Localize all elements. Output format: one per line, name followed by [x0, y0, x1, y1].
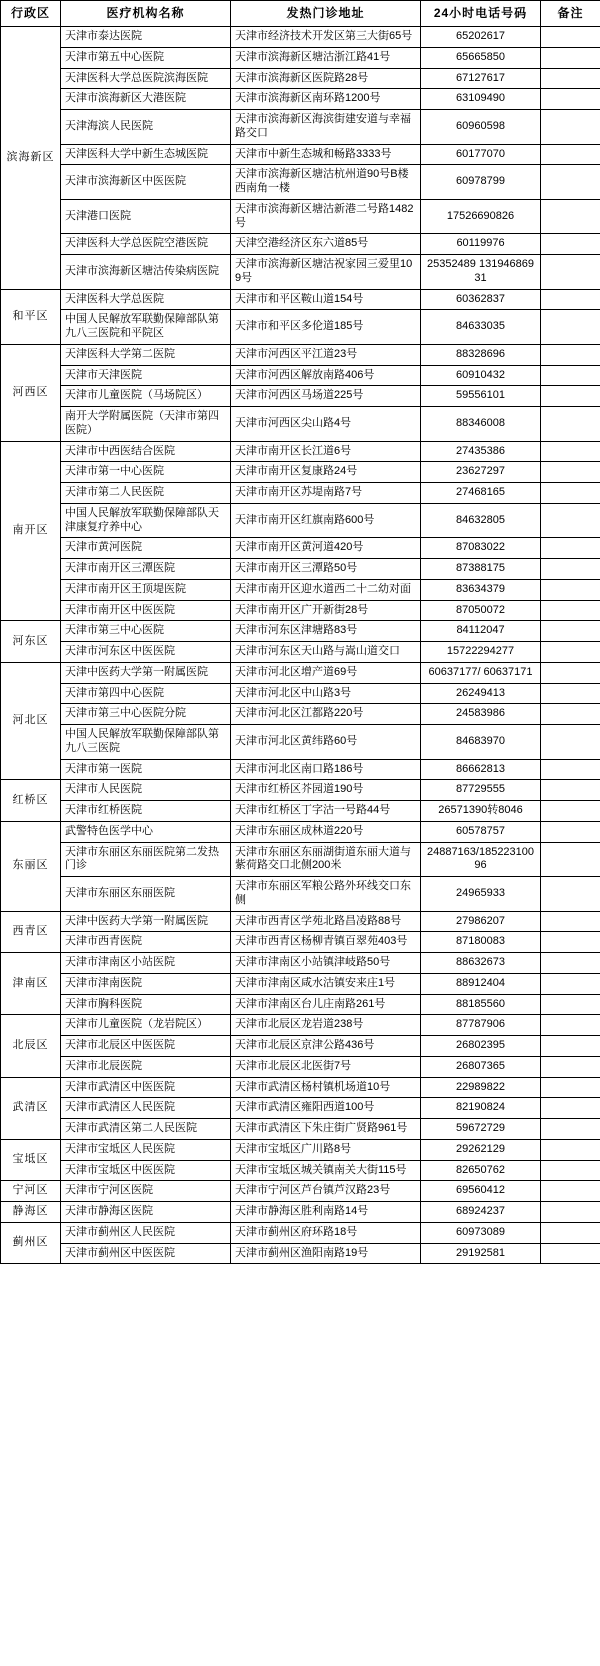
remark-cell [541, 1181, 600, 1202]
address-cell: 天津市北辰区龙岩道238号 [231, 1015, 421, 1036]
institution-name-cell: 天津市天津医院 [61, 365, 231, 386]
address-cell: 天津市南开区红旗南路600号 [231, 503, 421, 538]
table-row [1, 559, 600, 580]
district-cell: 西青区 [1, 911, 61, 953]
institution-name-cell: 天津市蓟州区人民医院 [61, 1222, 231, 1243]
phone-cell: 15722294277 [421, 642, 541, 663]
institution-name-cell: 天津市蓟州区中医医院 [61, 1243, 231, 1264]
institution-name-cell: 天津医科大学总医院 [61, 289, 231, 310]
address-cell: 天津市津南区小站镇津岐路50号 [231, 953, 421, 974]
column-header-institution: 医疗机构名称 [61, 1, 231, 27]
phone-cell: 87729555 [421, 780, 541, 801]
remark-cell [541, 1036, 600, 1057]
address-cell: 天津市滨海新区塘沽祝家园三爱里109号 [231, 255, 421, 290]
institution-name-cell: 天津市儿童医院（龙岩院区） [61, 1015, 231, 1036]
institution-name-cell: 天津市津南医院 [61, 973, 231, 994]
institution-name-cell: 天津市北辰区中医医院 [61, 1036, 231, 1057]
phone-cell: 82650762 [421, 1160, 541, 1181]
address-cell: 天津市南开区黄河道420号 [231, 538, 421, 559]
table-row [1, 1036, 600, 1057]
institution-name-cell: 天津医科大学总医院空港医院 [61, 234, 231, 255]
table-row [1, 365, 600, 386]
table-header-row [1, 1, 600, 27]
table-row [1, 1202, 600, 1223]
phone-cell: 87050072 [421, 600, 541, 621]
remark-cell [541, 994, 600, 1015]
phone-cell: 84632805 [421, 503, 541, 538]
district-cell: 河西区 [1, 344, 61, 441]
phone-cell: 24887163/18522310096 [421, 842, 541, 877]
phone-cell: 29262129 [421, 1139, 541, 1160]
table-row [1, 600, 600, 621]
remark-cell [541, 579, 600, 600]
table-row [1, 683, 600, 704]
institution-name-cell: 天津医科大学第二医院 [61, 344, 231, 365]
table-header [1, 1, 600, 27]
address-cell: 天津市河北区南口路186号 [231, 759, 421, 780]
address-cell: 天津市河西区平江道23号 [231, 344, 421, 365]
table-row [1, 310, 600, 345]
institution-name-cell: 天津市儿童医院（马场院区） [61, 386, 231, 407]
institution-name-cell: 天津医科大学总医院滨海医院 [61, 68, 231, 89]
address-cell: 天津市滨海新区海滨街建安道与幸福路交口 [231, 110, 421, 145]
phone-cell: 88912404 [421, 973, 541, 994]
phone-cell: 59672729 [421, 1119, 541, 1140]
column-header-district: 行政区 [1, 1, 61, 27]
remark-cell [541, 1202, 600, 1223]
phone-cell: 26807365 [421, 1056, 541, 1077]
column-header-remark: 备注 [541, 1, 600, 27]
institution-name-cell: 天津市第五中心医院 [61, 47, 231, 68]
remark-cell [541, 683, 600, 704]
table-row [1, 462, 600, 483]
remark-cell [541, 973, 600, 994]
remark-cell [541, 1243, 600, 1264]
table-row [1, 821, 600, 842]
phone-cell: 60960598 [421, 110, 541, 145]
address-cell: 天津市宝坻区广川路8号 [231, 1139, 421, 1160]
remark-cell [541, 1077, 600, 1098]
address-cell: 天津市武清区雍阳西道100号 [231, 1098, 421, 1119]
address-cell: 天津市河西区解放南路406号 [231, 365, 421, 386]
remark-cell [541, 365, 600, 386]
address-cell: 天津市津南区台儿庄南路261号 [231, 994, 421, 1015]
remark-cell [541, 877, 600, 912]
institution-name-cell: 天津市南开区中医医院 [61, 600, 231, 621]
phone-cell: 22989822 [421, 1077, 541, 1098]
phone-cell: 27468165 [421, 483, 541, 504]
remark-cell [541, 780, 600, 801]
institution-name-cell: 天津港口医院 [61, 199, 231, 234]
institution-name-cell: 天津医科大学中新生态城医院 [61, 144, 231, 165]
district-cell: 滨海新区 [1, 27, 61, 290]
address-cell: 天津市河西区马场道225号 [231, 386, 421, 407]
table-row [1, 255, 600, 290]
address-cell: 天津市武清区下朱庄街广贤路961号 [231, 1119, 421, 1140]
remark-cell [541, 662, 600, 683]
institution-name-cell: 天津市静海区医院 [61, 1202, 231, 1223]
table-row [1, 1160, 600, 1181]
table-row [1, 877, 600, 912]
address-cell: 天津市静海区胜利南路14号 [231, 1202, 421, 1223]
phone-cell: 69560412 [421, 1181, 541, 1202]
remark-cell [541, 1139, 600, 1160]
institution-name-cell: 天津市武清区人民医院 [61, 1098, 231, 1119]
remark-cell [541, 932, 600, 953]
phone-cell: 26249413 [421, 683, 541, 704]
phone-cell: 88185560 [421, 994, 541, 1015]
phone-cell: 87787906 [421, 1015, 541, 1036]
address-cell: 天津市和平区鞍山道154号 [231, 289, 421, 310]
table-row [1, 503, 600, 538]
table-row [1, 165, 600, 200]
institution-name-cell: 天津市宁河区医院 [61, 1181, 231, 1202]
phone-cell: 60578757 [421, 821, 541, 842]
remark-cell [541, 462, 600, 483]
institution-name-cell: 天津市南开区王顶堤医院 [61, 579, 231, 600]
table-row [1, 621, 600, 642]
table-row [1, 1181, 600, 1202]
institution-name-cell: 天津市第四中心医院 [61, 683, 231, 704]
institution-name-cell: 天津市西青医院 [61, 932, 231, 953]
phone-cell: 65202617 [421, 27, 541, 48]
address-cell: 天津市经济技术开发区第三大街65号 [231, 27, 421, 48]
address-cell: 天津市南开区长江道6号 [231, 441, 421, 462]
remark-cell [541, 386, 600, 407]
address-cell: 天津市东丽区成林道220号 [231, 821, 421, 842]
phone-cell: 60978799 [421, 165, 541, 200]
table-row [1, 1139, 600, 1160]
phone-cell: 67127617 [421, 68, 541, 89]
address-cell: 天津市北辰区北医街7号 [231, 1056, 421, 1077]
address-cell: 天津市蓟州区渔阳南路19号 [231, 1243, 421, 1264]
district-cell: 蓟州区 [1, 1222, 61, 1264]
institution-name-cell: 天津市泰达医院 [61, 27, 231, 48]
table-row [1, 538, 600, 559]
remark-cell [541, 911, 600, 932]
table-row [1, 110, 600, 145]
address-cell: 天津市河北区江都路220号 [231, 704, 421, 725]
table-row [1, 1098, 600, 1119]
phone-cell: 60177070 [421, 144, 541, 165]
phone-cell: 60362837 [421, 289, 541, 310]
address-cell: 天津市宁河区芦台镇芦汉路23号 [231, 1181, 421, 1202]
institution-name-cell: 中国人民解放军联勤保障部队第九八三医院 [61, 725, 231, 760]
remark-cell [541, 344, 600, 365]
institution-name-cell: 天津市南开区三潭医院 [61, 559, 231, 580]
remark-cell [541, 255, 600, 290]
phone-cell: 84112047 [421, 621, 541, 642]
address-cell: 天津市津南区咸水沽镇安来庄1号 [231, 973, 421, 994]
district-cell: 南开区 [1, 441, 61, 621]
remark-cell [541, 483, 600, 504]
table-row [1, 932, 600, 953]
institution-name-cell: 天津市第一中心医院 [61, 462, 231, 483]
remark-cell [541, 47, 600, 68]
table-row [1, 953, 600, 974]
phone-cell: 68924237 [421, 1202, 541, 1223]
table-row [1, 1119, 600, 1140]
institution-name-cell: 中国人民解放军联勤保障部队第九八三医院和平院区 [61, 310, 231, 345]
district-cell: 红桥区 [1, 780, 61, 822]
address-cell: 天津市北辰区京津公路436号 [231, 1036, 421, 1057]
address-cell: 天津市河北区黄纬路60号 [231, 725, 421, 760]
table-row [1, 662, 600, 683]
institution-name-cell: 天津市宝坻区中医医院 [61, 1160, 231, 1181]
remark-cell [541, 1015, 600, 1036]
phone-cell: 84633035 [421, 310, 541, 345]
table-row [1, 289, 600, 310]
table-row [1, 344, 600, 365]
institution-name-cell: 天津市滨海新区大港医院 [61, 89, 231, 110]
address-cell: 天津市东丽区东丽湖街道东丽大道与紫荷路交口北侧200米 [231, 842, 421, 877]
address-cell: 天津市红桥区丁字沽一号路44号 [231, 801, 421, 822]
address-cell: 天津市南开区广开新街28号 [231, 600, 421, 621]
table-row [1, 386, 600, 407]
table-row [1, 759, 600, 780]
address-cell: 天津空港经济区东六道85号 [231, 234, 421, 255]
institution-name-cell: 天津市红桥医院 [61, 801, 231, 822]
table-row [1, 441, 600, 462]
address-cell: 天津市南开区苏堤南路7号 [231, 483, 421, 504]
table-row [1, 144, 600, 165]
remark-cell [541, 725, 600, 760]
district-cell: 河东区 [1, 621, 61, 663]
remark-cell [541, 165, 600, 200]
phone-cell: 60637177/ 60637171 [421, 662, 541, 683]
phone-cell: 60119976 [421, 234, 541, 255]
institution-name-cell: 天津市中西医结合医院 [61, 441, 231, 462]
phone-cell: 24583986 [421, 704, 541, 725]
phone-cell: 87388175 [421, 559, 541, 580]
address-cell: 天津市滨海新区南环路1200号 [231, 89, 421, 110]
table-row [1, 407, 600, 442]
remark-cell [541, 199, 600, 234]
address-cell: 天津市河北区中山路3号 [231, 683, 421, 704]
table-row [1, 1222, 600, 1243]
address-cell: 天津市河东区津塘路83号 [231, 621, 421, 642]
address-cell: 天津市河西区尖山路4号 [231, 407, 421, 442]
phone-cell: 82190824 [421, 1098, 541, 1119]
district-cell: 宁河区 [1, 1181, 61, 1202]
phone-cell: 86662813 [421, 759, 541, 780]
institution-name-cell: 南开大学附属医院（天津市第四医院） [61, 407, 231, 442]
remark-cell [541, 310, 600, 345]
institution-name-cell: 天津市河东区中医医院 [61, 642, 231, 663]
phone-cell: 60973089 [421, 1222, 541, 1243]
phone-cell: 65665850 [421, 47, 541, 68]
institution-name-cell: 天津市滨海新区塘沽传染病医院 [61, 255, 231, 290]
table-row [1, 725, 600, 760]
phone-cell: 84683970 [421, 725, 541, 760]
institution-name-cell: 武警特色医学中心 [61, 821, 231, 842]
column-header-address: 发热门诊地址 [231, 1, 421, 27]
institution-name-cell: 天津中医药大学第一附属医院 [61, 911, 231, 932]
institution-name-cell: 天津市东丽区东丽医院第二发热门诊 [61, 842, 231, 877]
address-cell: 天津市南开区迎水道西二十二幼对面 [231, 579, 421, 600]
remark-cell [541, 538, 600, 559]
phone-cell: 17526690826 [421, 199, 541, 234]
table-row [1, 801, 600, 822]
phone-cell: 29192581 [421, 1243, 541, 1264]
table-row [1, 1243, 600, 1264]
phone-cell: 63109490 [421, 89, 541, 110]
phone-cell: 87083022 [421, 538, 541, 559]
remark-cell [541, 1222, 600, 1243]
district-cell: 武清区 [1, 1077, 61, 1139]
table-row [1, 1015, 600, 1036]
address-cell: 天津市宝坻区城关镇南关大街115号 [231, 1160, 421, 1181]
institution-name-cell: 天津市东丽区东丽医院 [61, 877, 231, 912]
address-cell: 天津市滨海新区塘沽浙江路41号 [231, 47, 421, 68]
district-cell: 东丽区 [1, 821, 61, 911]
phone-cell: 25352489 13194686931 [421, 255, 541, 290]
phone-cell: 88632673 [421, 953, 541, 974]
phone-cell: 27986207 [421, 911, 541, 932]
phone-cell: 26571390转8046 [421, 801, 541, 822]
remark-cell [541, 503, 600, 538]
district-cell: 北辰区 [1, 1015, 61, 1077]
table-row [1, 973, 600, 994]
address-cell: 天津市中新生态城和畅路3333号 [231, 144, 421, 165]
address-cell: 天津市南开区三潭路50号 [231, 559, 421, 580]
phone-cell: 59556101 [421, 386, 541, 407]
address-cell: 天津市红桥区芥园道190号 [231, 780, 421, 801]
institution-name-cell: 天津市第一医院 [61, 759, 231, 780]
address-cell: 天津市河北区增产道69号 [231, 662, 421, 683]
remark-cell [541, 600, 600, 621]
address-cell: 天津市蓟州区府环路18号 [231, 1222, 421, 1243]
district-cell: 津南区 [1, 953, 61, 1015]
remark-cell [541, 144, 600, 165]
remark-cell [541, 441, 600, 462]
district-cell: 河北区 [1, 662, 61, 780]
table-row [1, 704, 600, 725]
remark-cell [541, 953, 600, 974]
table-row [1, 1077, 600, 1098]
address-cell: 天津市滨海新区塘沽杭州道90号B楼西南角一楼 [231, 165, 421, 200]
table-row [1, 994, 600, 1015]
institution-name-cell: 天津市武清区第二人民医院 [61, 1119, 231, 1140]
address-cell: 天津市东丽区军粮公路外环线交口东侧 [231, 877, 421, 912]
address-cell: 天津市和平区多伦道185号 [231, 310, 421, 345]
remark-cell [541, 642, 600, 663]
table-row [1, 27, 600, 48]
remark-cell [541, 1160, 600, 1181]
phone-cell: 88346008 [421, 407, 541, 442]
district-cell: 静海区 [1, 1202, 61, 1223]
remark-cell [541, 27, 600, 48]
table-row [1, 911, 600, 932]
institution-name-cell: 天津市胸科医院 [61, 994, 231, 1015]
address-cell: 天津市武清区杨村镇机场道10号 [231, 1077, 421, 1098]
phone-cell: 24965933 [421, 877, 541, 912]
address-cell: 天津市西青区学苑北路昌凌路88号 [231, 911, 421, 932]
remark-cell [541, 842, 600, 877]
table-row [1, 642, 600, 663]
remark-cell [541, 110, 600, 145]
phone-cell: 27435386 [421, 441, 541, 462]
phone-cell: 83634379 [421, 579, 541, 600]
institution-name-cell: 天津市第三中心医院 [61, 621, 231, 642]
remark-cell [541, 759, 600, 780]
institution-name-cell: 天津市宝坻区人民医院 [61, 1139, 231, 1160]
remark-cell [541, 234, 600, 255]
address-cell: 天津市南开区复康路24号 [231, 462, 421, 483]
phone-cell: 87180083 [421, 932, 541, 953]
remark-cell [541, 89, 600, 110]
district-cell: 宝坻区 [1, 1139, 61, 1181]
remark-cell [541, 68, 600, 89]
phone-cell: 60910432 [421, 365, 541, 386]
table-body [1, 27, 600, 1264]
institution-name-cell: 天津海滨人民医院 [61, 110, 231, 145]
district-cell: 和平区 [1, 289, 61, 344]
table-row [1, 483, 600, 504]
table-row [1, 89, 600, 110]
institution-name-cell: 天津市滨海新区中医医院 [61, 165, 231, 200]
institution-name-cell: 中国人民解放军联勤保障部队天津康复疗养中心 [61, 503, 231, 538]
table-row [1, 579, 600, 600]
phone-cell: 23627297 [421, 462, 541, 483]
table-row [1, 842, 600, 877]
institution-name-cell: 天津市武清区中医医院 [61, 1077, 231, 1098]
remark-cell [541, 621, 600, 642]
column-header-phone: 24小时电话号码 [421, 1, 541, 27]
institution-name-cell: 天津市人民医院 [61, 780, 231, 801]
remark-cell [541, 1098, 600, 1119]
institution-name-cell: 天津市北辰医院 [61, 1056, 231, 1077]
institution-name-cell: 天津市津南区小站医院 [61, 953, 231, 974]
table-row [1, 47, 600, 68]
remark-cell [541, 801, 600, 822]
table-row [1, 68, 600, 89]
remark-cell [541, 1056, 600, 1077]
address-cell: 天津市河东区天山路与嵩山道交口 [231, 642, 421, 663]
remark-cell [541, 704, 600, 725]
phone-cell: 26802395 [421, 1036, 541, 1057]
remark-cell [541, 821, 600, 842]
remark-cell [541, 559, 600, 580]
remark-cell [541, 407, 600, 442]
address-cell: 天津市西青区杨柳青镇百翠苑403号 [231, 932, 421, 953]
table-row [1, 780, 600, 801]
remark-cell [541, 289, 600, 310]
table-row [1, 1056, 600, 1077]
table-row [1, 199, 600, 234]
phone-cell: 88328696 [421, 344, 541, 365]
address-cell: 天津市滨海新区医院路28号 [231, 68, 421, 89]
institution-name-cell: 天津市第三中心医院分院 [61, 704, 231, 725]
remark-cell [541, 1119, 600, 1140]
institution-name-cell: 天津中医药大学第一附属医院 [61, 662, 231, 683]
table-row [1, 234, 600, 255]
address-cell: 天津市滨海新区塘沽新港二号路1482号 [231, 199, 421, 234]
institution-name-cell: 天津市第二人民医院 [61, 483, 231, 504]
institution-name-cell: 天津市黄河医院 [61, 538, 231, 559]
